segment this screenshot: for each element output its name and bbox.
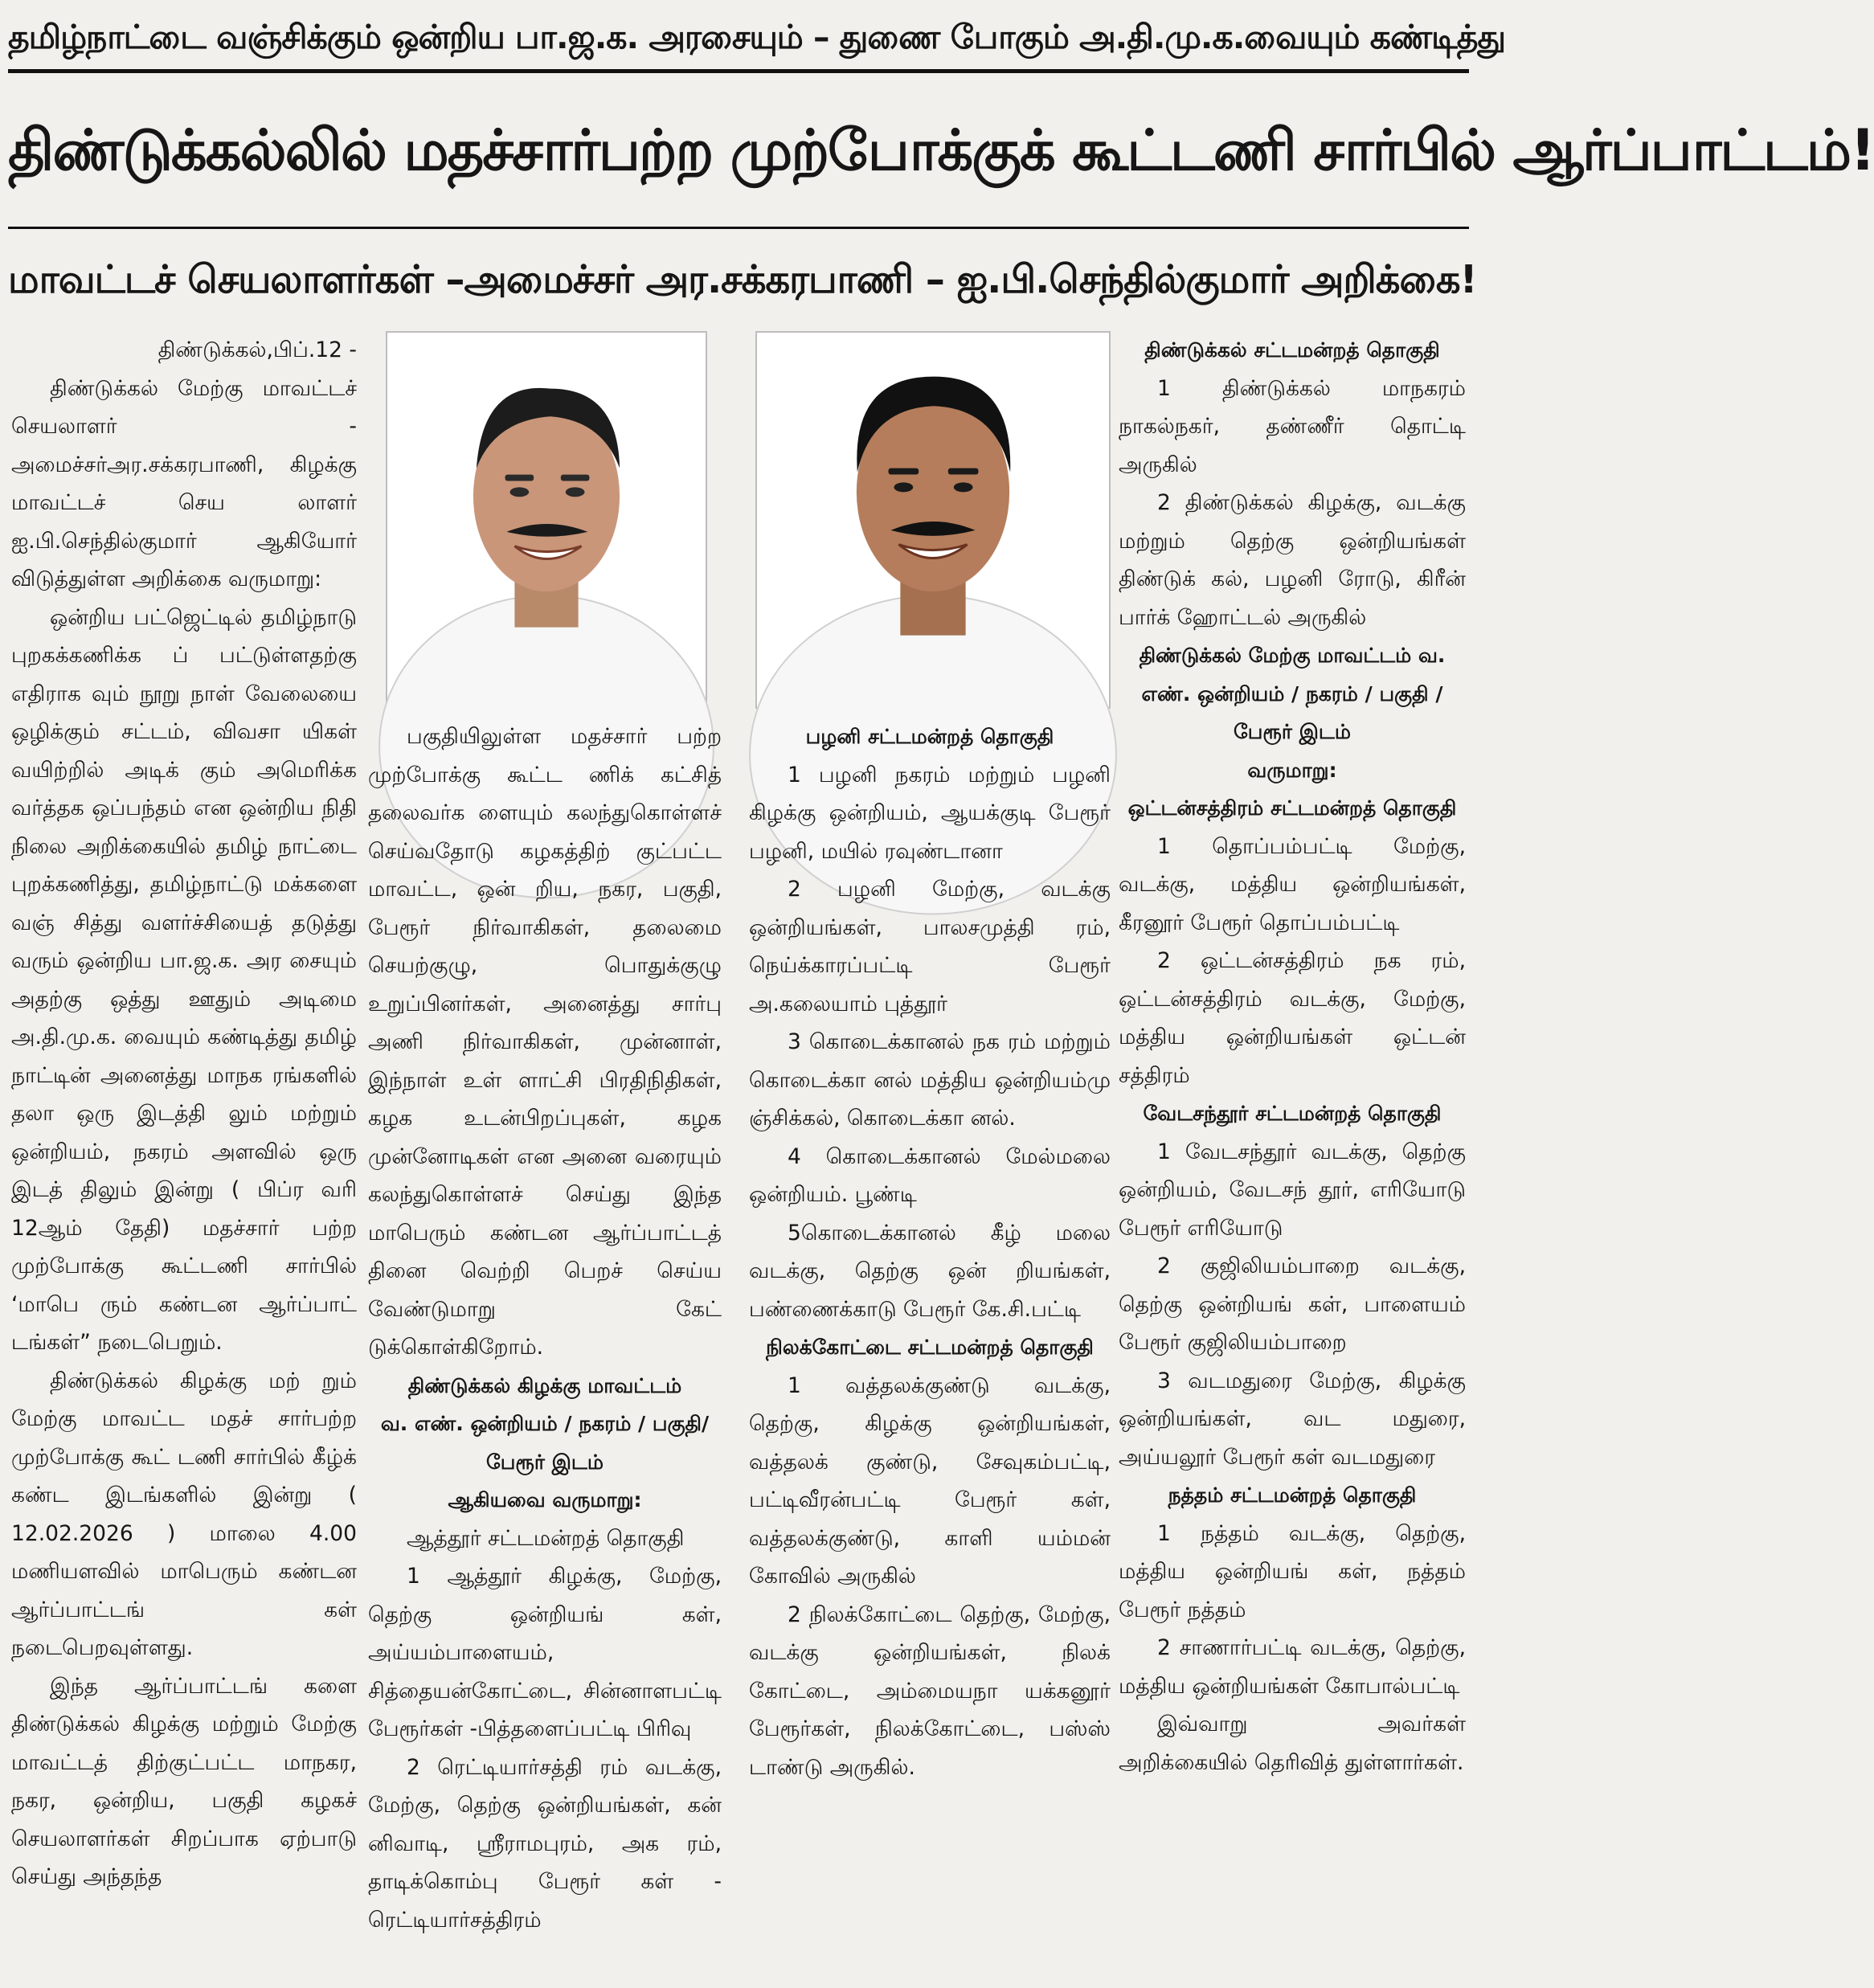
article-paragraph: 1 வேடசந்தூர் வடக்கு, தெற்கு ஒன்றியம், வேடசந் தூர், எரியோடு பேரூர் எரியோடு — [1119, 1139, 1466, 1241]
top-divider — [8, 69, 1469, 73]
article-paragraph: 5கொடைக்கானல் கீழ் மலை வடக்கு, தெற்கு ஒன் றியங்கள், பண்ணைக்காடு பேரூர் கே.சி.பட்டி — [749, 1220, 1111, 1322]
headline: திண்டுக்கல்லில் மதச்சார்பற்ற முற்போக்குக் கூட்டணி சார்பில் ஆர்ப்பாட்டம்! — [8, 117, 1874, 183]
portrait-photo-2 — [755, 331, 1111, 709]
article-paragraph: 3 கொடைக்கானல் நக ரம் மற்றும் கொடைக்கா னல் மத்திய ஒன்றியம்மு ஞ்சிக்கல், கொடைக்கா னல். — [749, 1029, 1111, 1131]
section-heading: வருமாறு: — [1247, 758, 1337, 782]
section-heading: ஒட்டன்சத்திரம் சட்டமன்றத் தொகுதி — [1127, 796, 1457, 820]
article-paragraph: 2 ஒட்டன்சத்திரம் நக ரம், ஒட்டன்சத்திரம் வடக்கு, மேற்கு, மத்திய ஒன்றியங்கள் ஒட்டன் சத்திரம் — [1119, 948, 1466, 1088]
section-heading: ஆகியவை வருமாறு: — [448, 1488, 642, 1511]
section-heading: பழனி சட்டமன்றத் தொகுதி — [805, 725, 1054, 748]
article-paragraph: பகுதியிலுள்ள மதச்சார் பற்ற முற்போக்கு கூட்ட ணிக் கட்சித் தலைவர்க ளையும் கலந்துகொள்ளச் செய்வதோடு கழகத்திற் குட்பட்ட மாவட்ட, ஒன் றிய, நகர, பகுதி, பேரூர் நிர்வாகிகள், தலைமை செயற்குழு, பொதுக்குழு உறுப்பினர்கள், அனைத்து சார்பு அணி நிர்வாகிகள், முன்னாள், இந்நாள் உள் ளாட்சி பிரதிநிதிகள், கழக உடன்பிறப்புகள், கழக முன்னோடிகள் என அனை வரையும் கலந்துகொள்ளச் செய்து இந்த மாபெரும் கண்டன ஆர்ப்பாட்டத் தினை வெற்றி பெறச் செய்ய வேண்டுமாறு கேட் டுக்கொள்கிறோம். — [368, 724, 722, 1360]
article-paragraph: இவ்வாறு அவர்கள் அறிக்கையில் தெரிவித் துள்ளார்கள். — [1119, 1712, 1466, 1775]
article-paragraph: 1 பழனி நகரம் மற்றும் பழனி கிழக்கு ஒன்றியம், ஆயக்குடி பேரூர் பழனி, மயில் ரவுண்டானா — [749, 762, 1111, 864]
dateline: திண்டுக்கல்,பிப்.12 - — [158, 337, 357, 362]
section-heading: நத்தம் சட்டமன்றத் தொகுதி — [1168, 1483, 1417, 1507]
article-paragraph: 3 வடமதுரை மேற்கு, கிழக்கு ஒன்றியங்கள், வட மதுரை, அய்யலூர் பேரூர் கள் வடமதுரை — [1119, 1368, 1466, 1470]
article-paragraph: 2 ரெட்டியார்சத்தி ரம் வடக்கு, மேற்கு, தெற்கு ஒன்றியங்கள், கன் னிவாடி, ஸ்ரீராமபுரம், அக ரம், தாடிக்கொம்பு பேரூர் கள் - ரெட்டியார்சத்திரம் — [368, 1754, 722, 1933]
portrait-photo-icon — [757, 333, 1109, 707]
article-paragraph: 1 நத்தம் வடக்கு, தெற்கு, மத்திய ஒன்றியங் கள், நத்தம் பேரூர் நத்தம் — [1119, 1520, 1466, 1622]
article-paragraph: 2 பழனி மேற்கு, வடக்கு ஒன்றியங்கள், பாலசமுத்தி ரம், நெய்க்காரப்பட்டி பேரூர் அ.கலையாம் புத்தூர் — [749, 877, 1111, 1016]
portrait-photo-icon — [387, 333, 706, 707]
article-paragraph: 1 ஆத்தூர் கிழக்கு, மேற்கு, தெற்கு ஒன்றியங் கள், அய்யம்பாளையம், சித்தையன்கோட்டை, சின்னாளபட்டி பேரூர்கள் -பித்தளைப்பட்டி பிரிவு — [368, 1564, 722, 1741]
article-paragraph: இந்த ஆர்ப்பாட்டங் களை திண்டுக்கல் கிழக்கு மற்றும் மேற்கு மாவட்டத் திற்குட்பட்ட மாநகர, நகர, ஒன்றிய, பகுதி கழகச் செயலாளர்கள் சிறப்பாக ஏற்பாடு செய்து அந்தந்த — [11, 1673, 357, 1889]
portrait-photo-1 — [386, 331, 707, 709]
article-column-1 — [11, 331, 357, 1980]
article-paragraph: ஆத்தூர் சட்டமன்றத் தொகுதி — [407, 1525, 685, 1551]
article-paragraph: 4 கொடைக்கானல் மேல்மலை ஒன்றியம். பூண்டி — [749, 1143, 1111, 1207]
article-paragraph: 1 திண்டுக்கல் மாநகரம் நாகல்நகர், தண்ணீர் தொட்டி அருகில் — [1119, 375, 1466, 477]
article-paragraph: திண்டுக்கல் மேற்கு மாவட்டச் செயலாளர் - அமைச்சர்அர.சக்கரபாணி, கிழக்கு மாவட்டச் செய லாளர் ஐ.பி.செந்தில்குமார் ஆகியோர் விடுத்துள்ள அறிக்கை வருமாறு: — [11, 375, 357, 591]
section-heading: நிலக்கோட்டை சட்டமன்றத் தொகுதி — [766, 1336, 1094, 1359]
article-paragraph: 2 நிலக்கோட்டை தெற்கு, மேற்கு, வடக்கு ஒன்றியங்கள், நிலக் கோட்டை, அம்மையநா யக்கனூர் பேரூர்கள், நிலக்கோட்டை, பஸ்ஸ் டாண்டு அருகில். — [749, 1601, 1111, 1780]
section-heading: திண்டுக்கல் கிழக்கு மாவட்டம் — [407, 1373, 682, 1397]
article-paragraph: திண்டுக்கல் கிழக்கு மற் றும் மேற்கு மாவட்ட மதச் சார்பற்ற முற்போக்கு கூட் டணி சார்பில் கீழ்க் கண்ட இடங்களில் இன்று ( 12.02.2026 ) மாலை 4.00 மணியளவில் மாபெரும் கண்டன ஆர்ப்பாட்டங் கள் நடைபெறவுள்ளது. — [11, 1368, 357, 1660]
article-paragraph: 2 சாணார்பட்டி வடக்கு, தெற்கு, மத்திய ஒன்றியங்கள் கோபால்பட்டி — [1119, 1635, 1466, 1699]
subheadline: மாவட்டச் செயலாளர்கள் –அமைச்சர் அர.சக்கரபாணி – ஐ.பி.செந்தில்குமார் அறிக்கை! — [8, 257, 1477, 302]
section-heading: வ. எண். ஒன்றியம் / நகரம் / பகுதி/ பேரூர் இடம் — [380, 1412, 710, 1474]
article-paragraph: ஒன்றிய பட்ஜெட்டில் தமிழ்நாடு புறகக்கணிக்க ப் பட்டுள்ளதற்கு எதிராக வும் நூறு நாள் வேலையை ஒழிக்கும் சட்டம், விவசா யிகள் வயிற்றில் அடிக் கும் அமெரிக்க வர்த்தக ஒப்பந்தம் என ஒன்றிய நிதி நிலை அறிக்கையில் தமிழ் நாட்டை புறக்கணித்து, தமிழ்நாட்டு மக்களை வஞ் சித்து வளர்ச்சியைத் தடுத்து வரும் ஒன்றிய பா.ஜ.க. அர சையும் அதற்கு ஒத்து ஊதும் அடிமை அ.தி.மு.க. வையும் கண்டித்து தமிழ் நாட்டின் அனைத்து மாநக ரங்களில் தலா ஒரு இடத்தி லும் மற்றும் ஒன்றியம், நகரம் அளவில் ஒரு இடத் திலும் இன்று ( பிப்ர வரி 12ஆம் தேதி) மதச்சார் பற்ற முற்போக்கு கூட்டணி சார்பில் ‘மாபெ ரும் கண்டன ஆர்ப்பாட் டங்கள்” நடைபெறும். — [11, 604, 357, 1355]
section-heading: திண்டுக்கல் சட்டமன்றத் தொகுதி — [1144, 338, 1440, 362]
headline-divider — [8, 227, 1469, 229]
article-paragraph: 2 திண்டுக்கல் கிழக்கு, வடக்கு மற்றும் தெற்கு ஒன்றியங்கள் திண்டுக் கல், பழனி ரோடு, கிரீன் பார்க் ஹோட்டல் அருகில் — [1119, 490, 1466, 630]
article-paragraph: 2 குஜிலியம்பாறை வடக்கு, தெற்கு ஒன்றியங் கள், பாளையம் பேரூர் குஜிலியம்பாறை — [1119, 1254, 1466, 1355]
article-paragraph: 1 தொப்பம்பட்டி மேற்கு, வடக்கு, மத்திய ஒன்றியங்கள், கீரனூர் பேரூர் தொப்பம்பட்டி — [1119, 833, 1466, 935]
article-column-2 — [368, 718, 722, 1980]
article-column-4 — [1119, 331, 1466, 1980]
article-paragraph: 1 வத்தலக்குண்டு வடக்கு, தெற்கு, கிழக்கு ஒன்றியங்கள், வத்தலக் குண்டு, சேவுகம்பட்டி, பட்டிவீரன்பட்டி பேரூர் கள், வத்தலக்குண்டு, காளி யம்மன் கோவில் அருகில் — [749, 1372, 1111, 1589]
article-column-3 — [749, 718, 1111, 1980]
section-heading: திண்டுக்கல் மேற்கு மாவட்டம் வ. எண். ஒன்றியம் / நகரம் / பகுதி / பேரூர் இடம் — [1139, 644, 1446, 743]
section-heading: வேடசந்தூர் சட்டமன்றத் தொகுதி — [1143, 1102, 1442, 1125]
kicker-line: தமிழ்நாட்டை வஞ்சிக்கும் ஒன்றிய பா.ஜ.க. அரசையும் – துணை போகும் அ.தி.மு.க.வையும் கண்டித்து — [8, 18, 1506, 56]
